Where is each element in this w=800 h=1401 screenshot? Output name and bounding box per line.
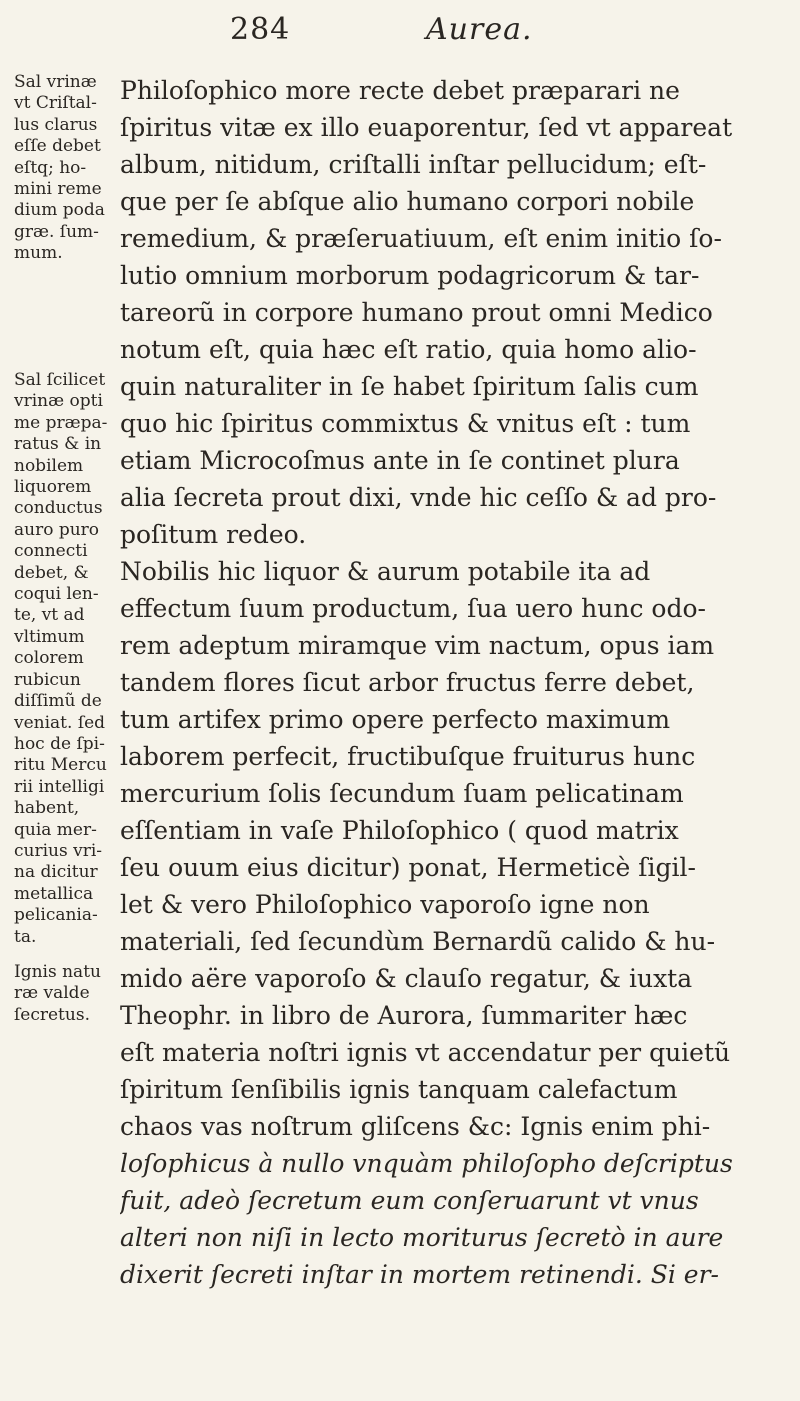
marginalia — [14, 72, 109, 1392]
text-line: tum artifex primo opere perfecto maximum — [120, 705, 671, 734]
page-number: 284 — [230, 12, 291, 47]
margin-note-line: conductus — [14, 498, 103, 519]
margin-note-line: vltimum — [14, 626, 85, 647]
text-line: Theophr. in libro de Aurora, ſummariter hæc — [120, 1001, 688, 1030]
margin-note-line: mum. — [14, 243, 63, 264]
text-line: eſt materia noſtri ignis vt accendatur per quietũ — [120, 1038, 731, 1067]
margin-note-line: te, vt ad — [14, 605, 85, 626]
margin-note-line: ratus & in — [14, 434, 102, 455]
text-line: materiali, ſed ſecundùm Bernardũ calido & hu- — [120, 927, 716, 956]
text-line: mercurium ſolis ſecundum ſuam pelicatinam — [120, 779, 684, 808]
text-line: que per ſe abſque alio humano corpori nobile — [120, 187, 695, 216]
text-line: mido aëre vaporoſo & clauſo regatur, & iuxta — [120, 964, 693, 993]
page-header — [230, 10, 790, 50]
text-line: fuit, adeò ſecretum eum conſeruarunt vt vnus — [120, 1186, 699, 1215]
margin-note-line: rubicun — [14, 669, 81, 690]
text-line: etiam Microcoſmus ante in ſe continet plura — [120, 446, 680, 475]
text-line: ſeu ouum eius dicitur) ponat, Hermeticè ſigil- — [120, 853, 696, 882]
text-line: quin naturaliter in ſe habet ſpiritum ſalis cum — [120, 372, 699, 401]
text-line: eſſentiam in vaſe Philoſophico ( quod matrix — [120, 816, 679, 845]
margin-note-line: dium poda — [14, 200, 105, 221]
margin-note-line: ræ valde — [14, 983, 90, 1004]
text-line: tandem flores ſicut arbor fructus ferre debet, — [120, 668, 695, 697]
text-line: effectum ſuum productum, ſua uero hunc odo- — [120, 594, 706, 623]
margin-note-line: eſſe debet — [14, 136, 101, 157]
text-line: rem adeptum miramque vim nactum, opus iam — [120, 631, 715, 660]
text-line: loſophicus à nullo vnquàm philoſopho deſcriptus — [120, 1149, 733, 1178]
text-line: remedium, & præſeruatiuum, eſt enim initio ſo- — [120, 224, 722, 253]
margin-note-line: Sal vrinæ — [14, 72, 97, 92]
margin-note-line: mini reme — [14, 179, 102, 200]
margin-note-line: vrinæ opti — [14, 391, 103, 412]
text-line: chaos vas noſtrum gliſcens &c: Ignis enim phi- — [120, 1112, 711, 1141]
margin-note — [14, 962, 114, 1026]
margin-note-line: metallica — [14, 883, 94, 904]
margin-note-line: vt Criſtal- — [14, 93, 97, 114]
text-line: alteri non niſi in lecto moriturus ſecretò in aure — [120, 1223, 724, 1252]
margin-note-line: auro puro — [14, 519, 100, 540]
text-line: tareorũ in corpore humano prout omni Medico — [120, 298, 713, 327]
margin-note-line: nobilem — [14, 455, 84, 476]
margin-note-line: Ignis natu — [14, 962, 101, 982]
margin-note-line: rii intelligi — [14, 776, 105, 797]
margin-note-line: lus clarus — [14, 114, 98, 135]
margin-note — [14, 72, 114, 265]
margin-note-line: ſecretus. — [14, 1004, 90, 1025]
margin-note-line: habent, — [14, 798, 80, 819]
text-line: quo hic ſpiritus commixtus & vnitus eſt : tum — [120, 409, 691, 438]
margin-note-line: pelicania- — [14, 905, 98, 926]
text-line: Philoſophico more recte debet præparari ne — [120, 76, 680, 105]
running-title: Aurea. — [426, 12, 533, 47]
text-line: Nobilis hic liquor & aurum potabile ita ad — [120, 557, 651, 586]
margin-note-line: na dicitur — [14, 862, 98, 883]
margin-note-line: Sal ſcilicet — [14, 370, 106, 390]
text-line: poſitum redeo. — [120, 520, 307, 549]
margin-note-line: hoc de ſpi- — [14, 733, 105, 754]
text-line: notum eſt, quia hæc eſt ratio, quia homo alio- — [120, 335, 697, 364]
text-line: lutio omnium morborum podagricorum & tar- — [120, 261, 700, 290]
margin-note-line: debet, & — [14, 562, 89, 583]
margin-note-line: connecti — [14, 541, 88, 562]
text-line: dixerit ſecreti inſtar in mortem retinendi. Si er- — [120, 1260, 719, 1289]
margin-note-line: curius vri- — [14, 840, 103, 861]
margin-note-line: eſtq; ho- — [14, 157, 87, 178]
margin-note-line: me præpa- — [14, 412, 108, 433]
main-text-block — [120, 72, 795, 1293]
margin-note — [14, 370, 114, 948]
text-line: let & vero Philoſophico vaporoſo igne non — [120, 890, 650, 919]
margin-note-line: ta. — [14, 926, 37, 947]
margin-note-line: ritu Mercu — [14, 755, 107, 776]
margin-note-line: coqui len- — [14, 584, 99, 605]
margin-note-line: liquorem — [14, 477, 92, 498]
text-line: laborem perfecit, fructibuſque fruiturus hunc — [120, 742, 696, 771]
margin-note-line: diſſimũ de — [14, 691, 102, 712]
margin-note-line: veniat. ſed — [14, 712, 106, 733]
margin-note-line: colorem — [14, 648, 84, 669]
text-line: alia ſecreta prout dixi, vnde hic ceſſo & ad pro- — [120, 483, 717, 512]
text-line: ſpiritus vitæ ex illo euaporentur, ſed vt appareat — [120, 113, 733, 142]
text-line: album, nitidum, criſtalli inſtar pellucidum; eſt- — [120, 150, 707, 179]
margin-note-line: græ. ſum- — [14, 221, 99, 242]
text-line: ſpiritum ſenſibilis ignis tanquam calefactum — [120, 1075, 678, 1104]
margin-note-line: quia mer- — [14, 819, 97, 840]
